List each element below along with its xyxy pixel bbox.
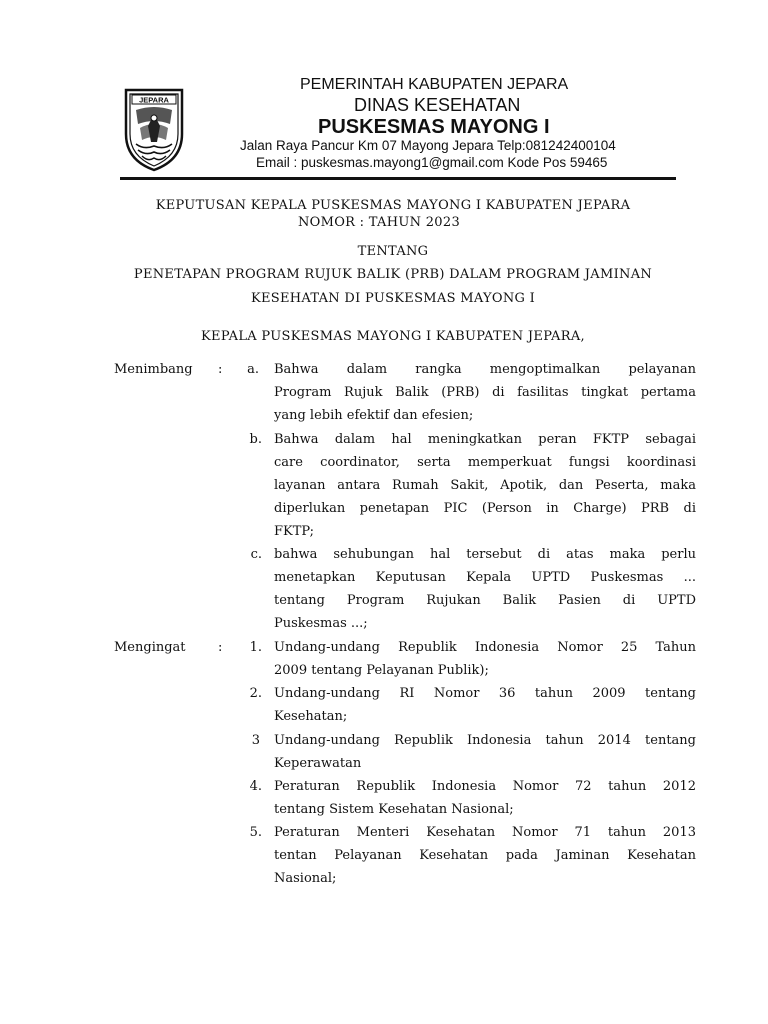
list-item-line: tentang Program Rujukan Balik Pasien di UPTD <box>274 593 696 608</box>
list-item-line: 2009 tentang Pelayanan Publik); <box>274 663 489 678</box>
list-item-line: Undang-undang Republik Indonesia tahun 2014 tentang <box>274 733 696 748</box>
menimbang-colon: : <box>218 362 223 377</box>
list-marker: b. <box>249 432 262 447</box>
list-item-line: Bahwa dalam hal meningkatkan peran FKTP sebagai <box>274 432 696 447</box>
department-name: DINAS KESEHATAN <box>354 95 521 115</box>
list-item-line: FKTP; <box>274 524 315 539</box>
list-item-line: menetapkan Keputusan Kepala UPTD Puskesmas ... <box>274 570 696 585</box>
list-item-line: tentang Sistem Kesehatan Nasional; <box>274 802 514 817</box>
menimbang-label: Menimbang <box>114 362 193 377</box>
address-line: Jalan Raya Pancur Km 07 Mayong Jepara Telp:081242400104 <box>240 138 616 153</box>
jepara-coat-of-arms-logo <box>122 84 186 172</box>
list-item-line: Bahwa dalam rangka mengoptimalkan pelayanan <box>274 362 696 377</box>
list-item-line: Program Rujuk Balik (PRB) di fasilitas tingkat pertama <box>274 385 696 400</box>
list-item-line: Keperawatan <box>274 756 362 771</box>
authority-line: KEPALA PUSKESMAS MAYONG I KABUPATEN JEPARA, <box>201 329 585 344</box>
list-item-line: Undang-undang RI Nomor 36 tahun 2009 tentang <box>274 686 696 701</box>
letterhead-divider <box>120 177 676 180</box>
subject-line-1: PENETAPAN PROGRAM RUJUK BALIK (PRB) DALAM PROGRAM JAMINAN <box>133 267 653 282</box>
list-item-line: tentan Pelayanan Kesehatan pada Jaminan Kesehatan <box>274 848 696 863</box>
list-item-line: Peraturan Republik Indonesia Nomor 72 tahun 2012 <box>274 779 696 794</box>
about-heading: TENTANG <box>357 244 429 259</box>
decree-title: KEPUTUSAN KEPALA PUSKESMAS MAYONG I KABUPATEN JEPARA <box>155 198 631 213</box>
institution-name: PUSKESMAS MAYONG I <box>318 116 550 138</box>
list-marker: 4. <box>249 779 262 794</box>
list-marker: 5. <box>249 825 262 840</box>
subject-line-2: KESEHATAN DI PUSKESMAS MAYONG I <box>250 291 536 306</box>
mengingat-colon: : <box>218 640 223 655</box>
list-marker: a. <box>247 362 259 377</box>
list-marker: 3 <box>251 733 260 748</box>
government-name: PEMERINTAH KABUPATEN JEPARA <box>300 76 569 93</box>
letterhead <box>0 0 768 180</box>
list-item-line: bahwa sehubungan hal tersebut di atas maka perlu <box>274 547 696 562</box>
mengingat-label: Mengingat <box>114 640 186 655</box>
list-marker: 2. <box>249 686 262 701</box>
list-item-line: Undang-undang Republik Indonesia Nomor 25 Tahun <box>274 640 696 655</box>
decree-number: NOMOR : TAHUN 2023 <box>297 215 461 230</box>
list-item-line: Puskesmas ...; <box>274 616 368 631</box>
email-line: Email : puskesmas.mayong1@gmail.com Kode Pos 59465 <box>256 155 608 170</box>
list-item-line: care coordinator, serta memperkuat fungsi koordinasi <box>274 455 696 470</box>
list-item-line: Peraturan Menteri Kesehatan Nomor 71 tahun 2013 <box>274 825 696 840</box>
list-marker: 1. <box>249 640 262 655</box>
list-item-line: Nasional; <box>274 871 337 886</box>
list-item-line: Kesehatan; <box>274 709 348 724</box>
list-item-line: diperlukan penetapan PIC (Person in Charge) PRB di <box>274 501 696 516</box>
list-marker: c. <box>250 547 262 562</box>
list-item-line: yang lebih efektif dan efesien; <box>274 408 474 423</box>
logo-text: JEPARA <box>139 95 169 105</box>
list-item-line: layanan antara Rumah Sakit, Apotik, dan Peserta, maka <box>274 478 696 493</box>
